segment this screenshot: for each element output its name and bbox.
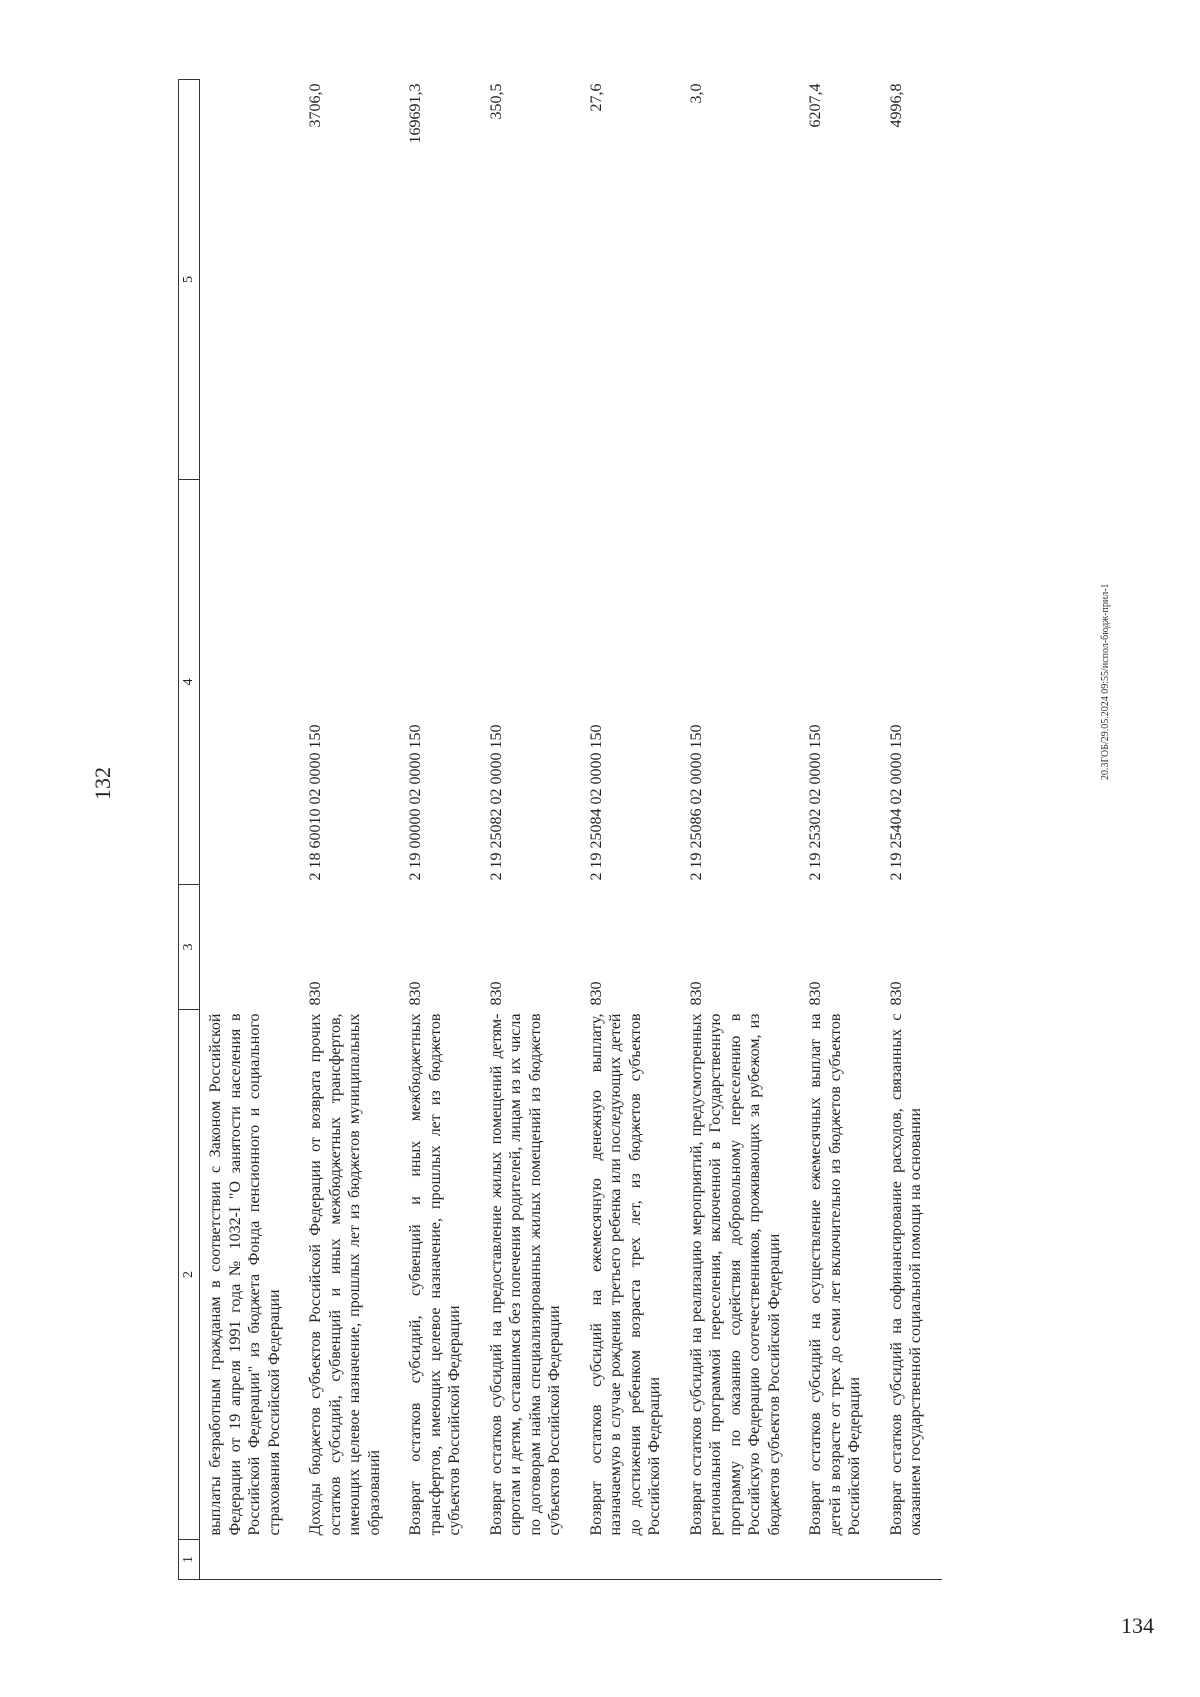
table-row	[400, 80, 481, 1580]
row-index-cell	[800, 1540, 881, 1580]
description-cell: Возврат остатков субсидий, субвенций и иных межбюджетных трансфертов, имеющих целевое назначение, прошлых лет из бюджетов субъектов Российской Федерации	[407, 1013, 464, 1536]
header-col-1: 1	[179, 1540, 200, 1580]
table-row	[581, 80, 681, 1580]
description-cell: Возврат остатков субсидий на ежемесячную денежную выплату, назначаемую в случае рождения третьего ребенка или последующих детей до достижения ребенком возраста трех лет, из бюджетов субъектов Российской Федерации	[587, 1013, 664, 1536]
amount-cell: 169691,3	[407, 83, 425, 144]
description-cell: Возврат остатков субсидий на софинансирование расходов, связанных с оказанием государственной социальной помощи на основании	[887, 1013, 925, 1536]
admin-code-cell: 830	[307, 981, 325, 1006]
row-index-cell	[400, 1540, 481, 1580]
document-footer-code: 20.3ГОБ/29.05.2024 09:55/испол-бюдж-прил-1	[1100, 583, 1111, 780]
table-header-row	[179, 80, 200, 1580]
corner-page-number: 134	[1121, 1613, 1154, 1638]
page-number: 132	[90, 767, 115, 800]
amount-cell: 4996,8	[887, 83, 905, 128]
amount-cell: 27,6	[587, 83, 605, 112]
admin-code-cell: 830	[807, 981, 825, 1006]
table-row	[300, 80, 400, 1580]
kbk-cell: 2 19 25404 02 0000 150	[887, 724, 905, 881]
amount-cell: 350,5	[487, 83, 505, 120]
kbk-cell: 2 19 25086 02 0000 150	[687, 724, 705, 881]
admin-code-cell: 830	[407, 981, 425, 1006]
kbk-cell: 2 19 25084 02 0000 150	[587, 724, 605, 881]
amount-cell: 3706,0	[307, 83, 325, 128]
table-row	[800, 80, 881, 1580]
table-row	[481, 80, 581, 1580]
description-cell: выплаты безработным гражданам в соответствии с Законом Российской Федерации от 19 апреля 1991 года № 1032-I "О занятости населения в Российской Федерации" из бюджета Фонда пенсионного и социального страхования Российской Федерации	[207, 1013, 283, 1536]
row-index-cell	[681, 1540, 801, 1580]
description-cell: Возврат остатков субсидий на реализацию мероприятий, предусмотренных региональной программой переселения, включенной в Государственную программу по оказанию содействия добровольному переселению в Российскую Федерацию соотечественников, проживающих за рубежом, из бюджетов субъектов Российской Федерации	[687, 1013, 783, 1536]
amount-cell	[200, 80, 301, 480]
row-index-cell	[200, 1540, 301, 1580]
kbk-cell: 2 19 25302 02 0000 150	[807, 724, 825, 881]
description-cell: Возврат остатков субсидий на осуществление ежемесячных выплат на детей в возрасте от трех до семи лет включительно из бюджетов субъектов Российской Федерации	[807, 1013, 864, 1536]
row-index-cell	[300, 1540, 400, 1580]
table-row	[200, 80, 301, 1580]
admin-code-cell: 830	[687, 981, 705, 1006]
row-index-cell	[481, 1540, 581, 1580]
header-col-4: 4	[179, 480, 200, 885]
description-cell: Возврат остатков субсидий на предоставление жилых помещений детям-сиротам и детям, оставшимся без попечения родителей, лицам из их числа по договорам найма специализированных жилых помещений из бюджетов субъектов Российской Федерации	[487, 1013, 564, 1536]
amount-cell: 3,0	[687, 83, 705, 104]
kbk-cell	[200, 480, 301, 885]
row-index-cell	[581, 1540, 681, 1580]
kbk-cell: 2 19 25082 02 0000 150	[487, 724, 505, 881]
table-row	[681, 80, 801, 1580]
table-container	[178, 80, 1028, 1580]
header-col-3: 3	[179, 885, 200, 1010]
header-col-2: 2	[179, 1010, 200, 1540]
table-row	[881, 80, 942, 1580]
admin-code-cell: 830	[487, 981, 505, 1006]
kbk-cell: 2 19 00000 02 0000 150	[407, 724, 425, 881]
admin-code-cell: 830	[587, 981, 605, 1006]
amount-cell: 6207,4	[807, 83, 825, 128]
admin-code-cell	[200, 885, 301, 1010]
row-index-cell	[881, 1540, 942, 1580]
header-col-5: 5	[179, 80, 200, 480]
description-cell: Доходы бюджетов субъектов Российской Федерации от возврата прочих остатков субсидий, субвенций и иных межбюджетных трансфертов, имеющих целевое назначение, прошлых лет из бюджетов муниципальных образований	[307, 1013, 383, 1536]
revenue-table	[178, 79, 942, 1580]
admin-code-cell: 830	[887, 981, 905, 1006]
kbk-cell: 2 18 60010 02 0000 150	[307, 724, 325, 881]
